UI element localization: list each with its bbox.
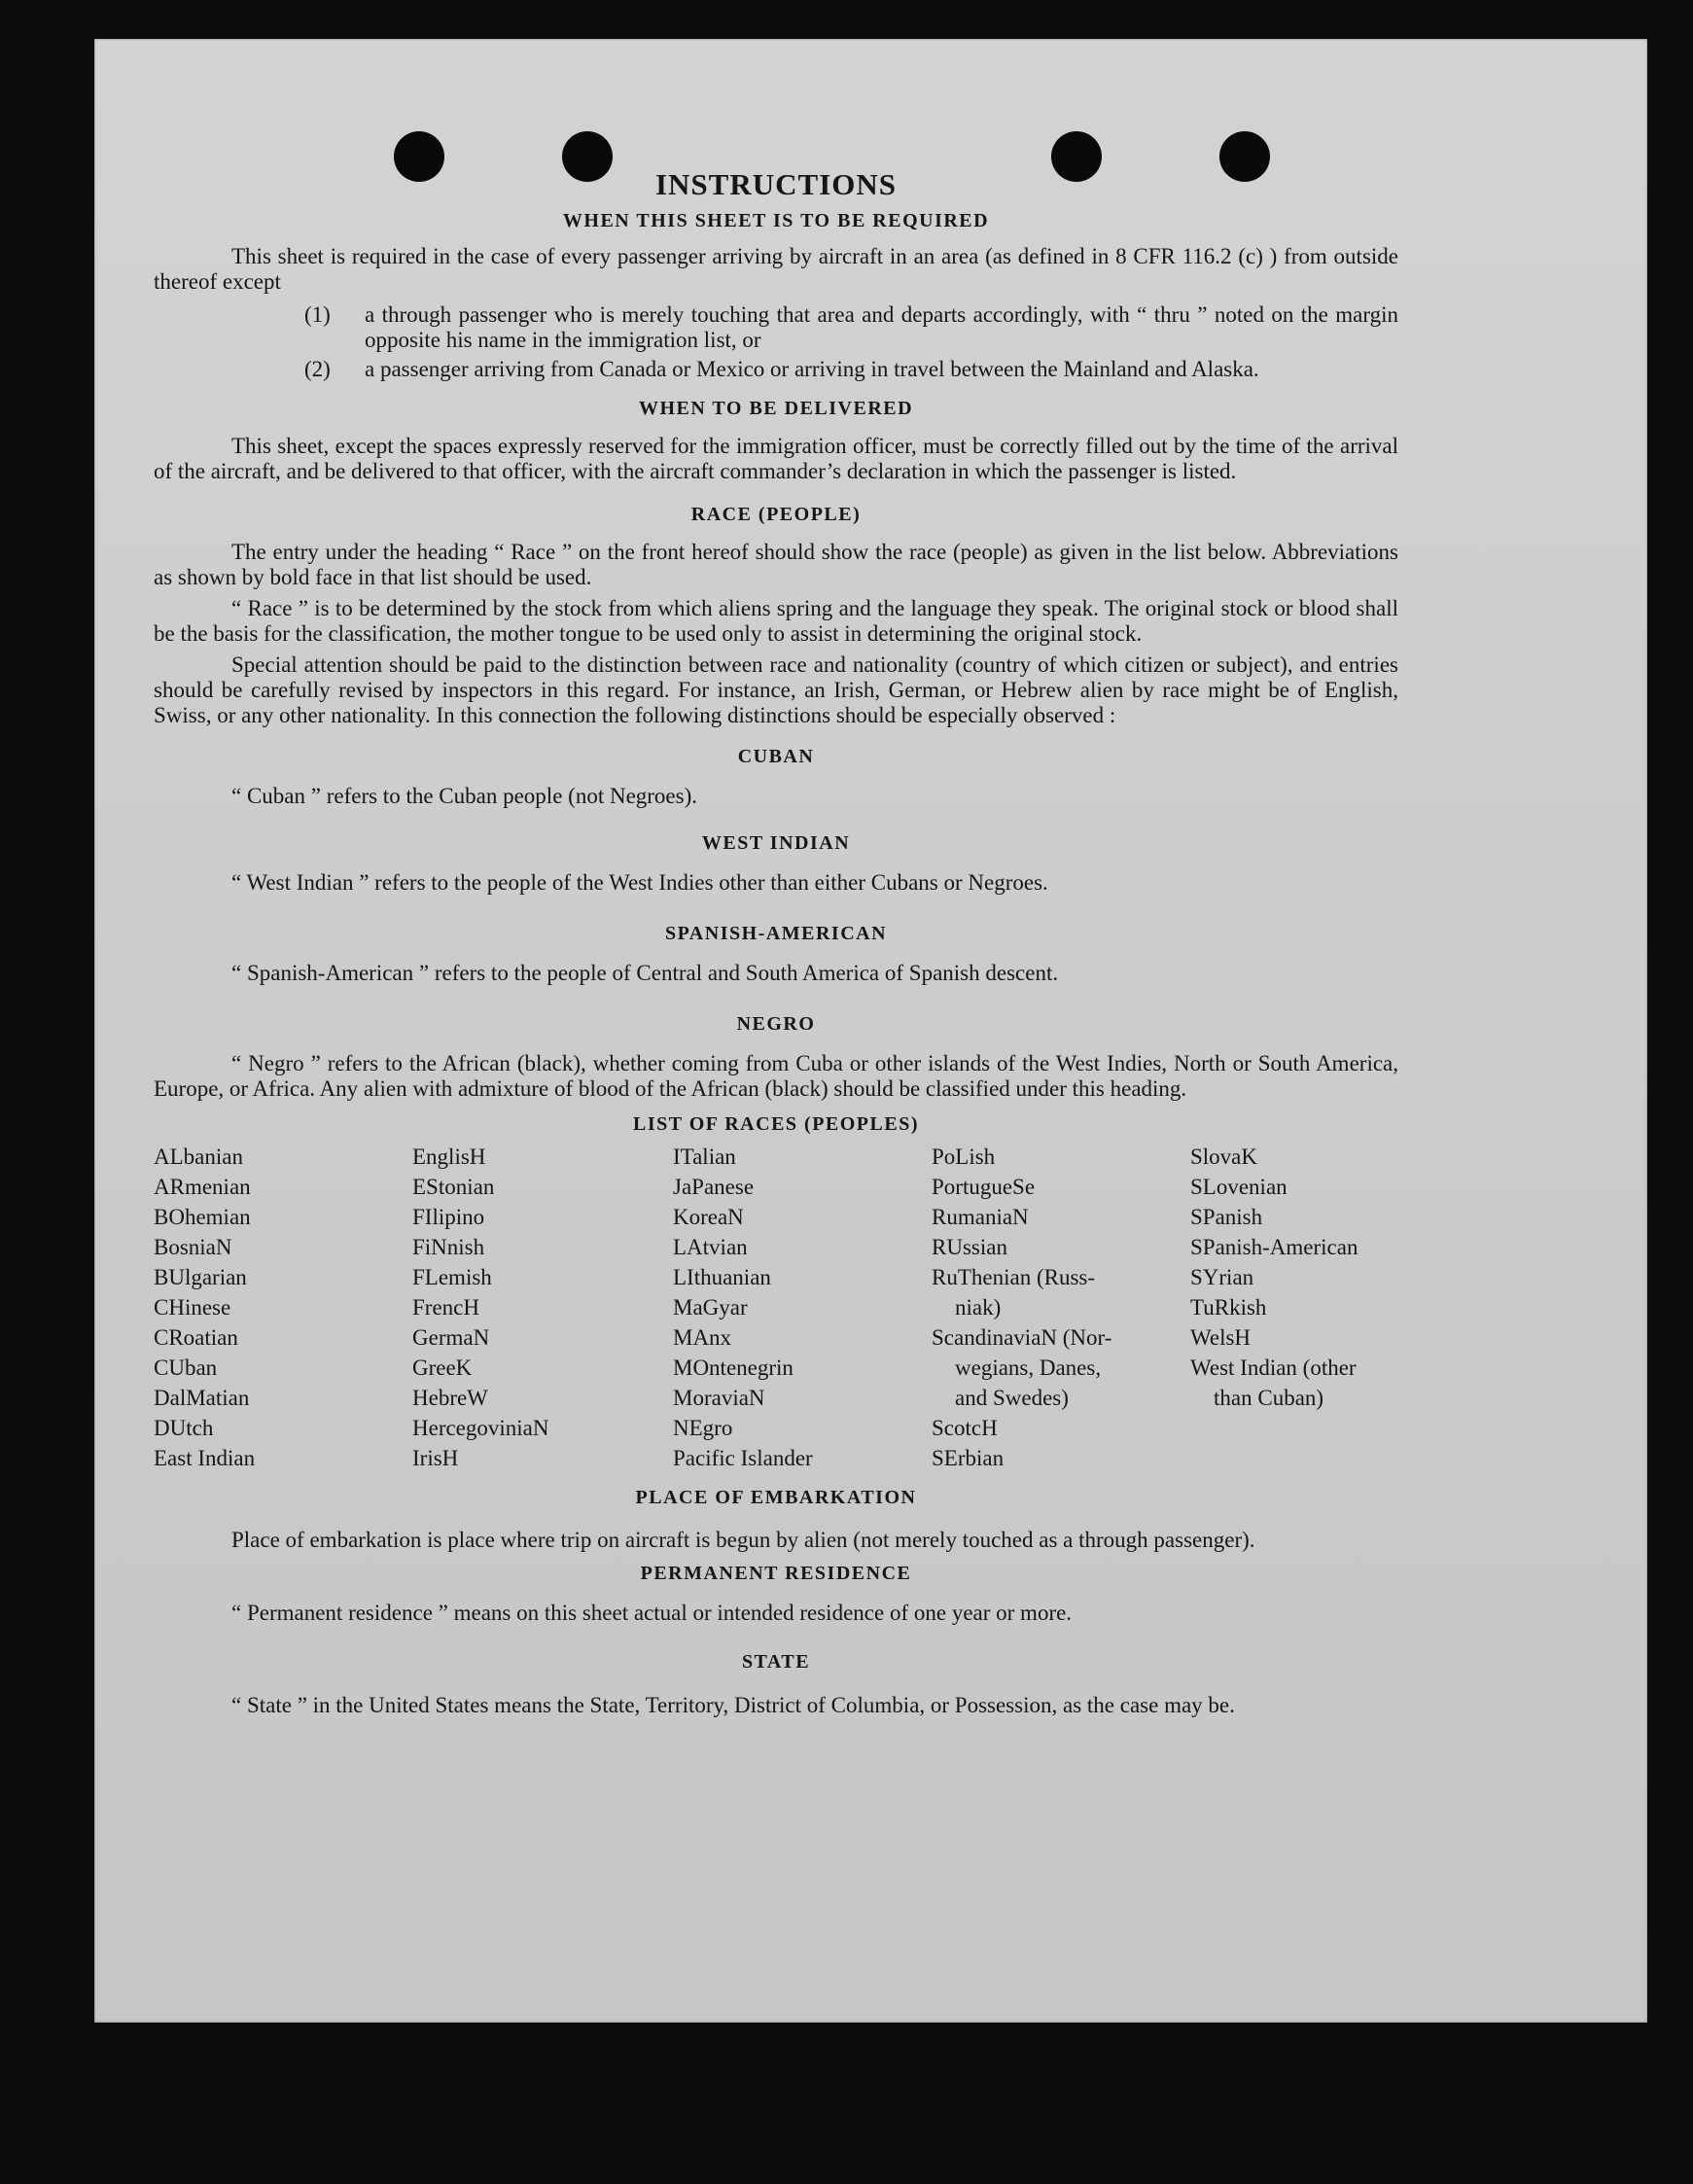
race-item: DUtch	[154, 1416, 214, 1440]
race-item: WelsH	[1190, 1325, 1252, 1350]
race-item: BUlgarian	[154, 1265, 247, 1289]
item-text: a through passenger who is merely touching that area and departs accordingly, with “ thru ” noted on the margin opposite his name in the immigration list, or	[365, 302, 1398, 352]
race-item: IrisH	[412, 1446, 459, 1470]
cuban-text: “ Cuban ” refers to the Cuban people (not Negroes).	[231, 784, 698, 808]
race-item: Pacific Islander	[673, 1446, 813, 1470]
race-item: West Indian (other	[1190, 1356, 1357, 1380]
section-heading-race: RACE (PEOPLE)	[690, 504, 862, 525]
race-item: JaPanese	[673, 1175, 755, 1199]
section-heading-negro: NEGRO	[736, 1013, 816, 1035]
race-item: ScotcH	[932, 1416, 998, 1440]
race-item: MAnx	[673, 1325, 732, 1350]
west-indian-text: “ West Indian ” refers to the people of the West Indies other than either Cubans or Negroes.	[231, 870, 1048, 895]
race-item-continuation: niak)	[955, 1295, 1002, 1320]
race-item: RumaniaN	[932, 1205, 1029, 1229]
race-item: SLovenian	[1190, 1175, 1287, 1199]
race-item: ScandinaviaN (Nor-	[932, 1325, 1112, 1350]
race-item-continuation: than Cuban)	[1214, 1386, 1324, 1410]
race-item: CHinese	[154, 1295, 231, 1320]
section-heading-embarkation: PLACE OF EMBARKATION	[635, 1487, 917, 1508]
race-paragraph-1: The entry under the heading “ Race ” on the front hereof should show the race (people) as given in the list below. Abbreviations as shown by bold face in that list should be used.	[154, 540, 1398, 589]
race-item: RUssian	[932, 1235, 1007, 1259]
race-item: ARmenian	[154, 1175, 251, 1199]
race-item: EStonian	[412, 1175, 495, 1199]
item-number: (2)	[304, 357, 331, 381]
race-item: BosniaN	[154, 1235, 232, 1259]
race-column-4	[932, 1142, 1190, 1473]
race-item: SPanish-American	[1190, 1235, 1358, 1259]
section-heading-west-indian: WEST INDIAN	[701, 832, 851, 854]
race-item: LAtvian	[673, 1235, 748, 1259]
race-item: SlovaK	[1190, 1145, 1257, 1169]
embarkation-text: Place of embarkation is place where trip on aircraft is begun by alien (not merely touched as a through passenger).	[231, 1528, 1255, 1552]
section-heading-spanish-american: SPANISH-AMERICAN	[664, 923, 888, 944]
race-column-3	[673, 1142, 932, 1473]
race-item: TuRkish	[1190, 1295, 1267, 1320]
race-item: SYrian	[1190, 1265, 1254, 1289]
race-item: ITalian	[673, 1145, 736, 1169]
race-item: ALbanian	[154, 1145, 243, 1169]
race-item: HebreW	[412, 1386, 488, 1410]
race-item: EnglisH	[412, 1145, 486, 1169]
negro-text: “ Negro ” refers to the African (black), whether coming from Cuba or other islands of the West Indies, North or South America, Europe, or Africa. Any alien with admixture of blood of the African (black) should be classified under this heading.	[154, 1051, 1398, 1101]
race-item: FIlipino	[412, 1205, 485, 1229]
required-intro: This sheet is required in the case of every passenger arriving by aircraft in an area (as defined in 8 CFR 116.2 (c) ) from outside thereof except	[154, 244, 1398, 294]
race-item: PoLish	[932, 1145, 996, 1169]
race-column-2	[412, 1142, 673, 1473]
race-item: East Indian	[154, 1446, 256, 1470]
race-item: BOhemian	[154, 1205, 251, 1229]
race-item: GermaN	[412, 1325, 490, 1350]
race-paragraph-2: “ Race ” is to be determined by the stock from which aliens spring and the language they speak. The original stock or blood shall be the basis for the classification, the mother tongue to be used only to assist in determining the original stock.	[154, 596, 1398, 646]
instructions-content	[154, 167, 1398, 1721]
residence-text: “ Permanent residence ” means on this sheet actual or intended residence of one year or more.	[231, 1601, 1073, 1625]
page-title: INSTRUCTIONS	[654, 167, 897, 201]
race-item: SPanish	[1190, 1205, 1263, 1229]
race-item: PortugueSe	[932, 1175, 1036, 1199]
race-item: SErbian	[932, 1446, 1005, 1470]
item-number: (1)	[304, 302, 331, 327]
race-item: RuThenian (Russ-	[932, 1265, 1096, 1289]
race-item: CRoatian	[154, 1325, 238, 1350]
race-item-continuation: wegians, Danes,	[955, 1356, 1102, 1380]
section-heading-delivered: WHEN TO BE DELIVERED	[638, 398, 914, 419]
race-item: NEgro	[673, 1416, 733, 1440]
section-heading-cuban: CUBAN	[737, 746, 815, 767]
race-item: FrencH	[412, 1295, 479, 1320]
race-item: MaGyar	[673, 1295, 748, 1320]
section-heading-state: STATE	[741, 1651, 811, 1673]
state-text: “ State ” in the United States means the State, Territory, District of Columbia, or Possession, as the case may be.	[231, 1693, 1235, 1717]
race-item: LIthuanian	[673, 1265, 771, 1289]
race-item: FiNnish	[412, 1235, 485, 1259]
race-item: MoraviaN	[673, 1386, 765, 1410]
race-item: MOntenegrin	[673, 1356, 794, 1380]
section-heading-residence: PERMANENT RESIDENCE	[640, 1563, 912, 1584]
race-item: FLemish	[412, 1265, 492, 1289]
race-item: HercegoviniaN	[412, 1416, 549, 1440]
race-item: GreeK	[412, 1356, 473, 1380]
required-item-1	[154, 302, 1398, 353]
race-column-5	[1190, 1142, 1398, 1473]
race-item: CUban	[154, 1356, 218, 1380]
section-heading-required: WHEN THIS SHEET IS TO BE REQUIRED	[562, 210, 990, 231]
list-of-races-heading: LIST OF RACES (PEOPLES)	[632, 1113, 919, 1135]
race-item: KoreaN	[673, 1205, 744, 1229]
item-text: a passenger arriving from Canada or Mexico or arriving in travel between the Mainland and Alaska.	[365, 357, 1259, 381]
race-list	[154, 1142, 1398, 1473]
delivered-text: This sheet, except the spaces expressly reserved for the immigration officer, must be correctly filled out by the time of the arrival of the aircraft, and be delivered to that officer, with the aircraft commander’s declaration in which the passenger is listed.	[154, 434, 1398, 483]
race-item: DalMatian	[154, 1386, 250, 1410]
spanish-american-text: “ Spanish-American ” refers to the people of Central and South America of Spanish descent.	[231, 961, 1059, 985]
race-column-1	[154, 1142, 412, 1473]
race-item-continuation: and Swedes)	[955, 1386, 1069, 1410]
required-item-2	[154, 357, 1398, 382]
race-paragraph-3: Special attention should be paid to the distinction between race and nationality (country of which citizen or subject), and entries should be carefully revised by inspectors in this regard. For instance, an Irish, German, or Hebrew alien by race might be of English, Swiss, or any other nationality. In this connection the following distinctions should be especially observed :	[154, 652, 1398, 727]
